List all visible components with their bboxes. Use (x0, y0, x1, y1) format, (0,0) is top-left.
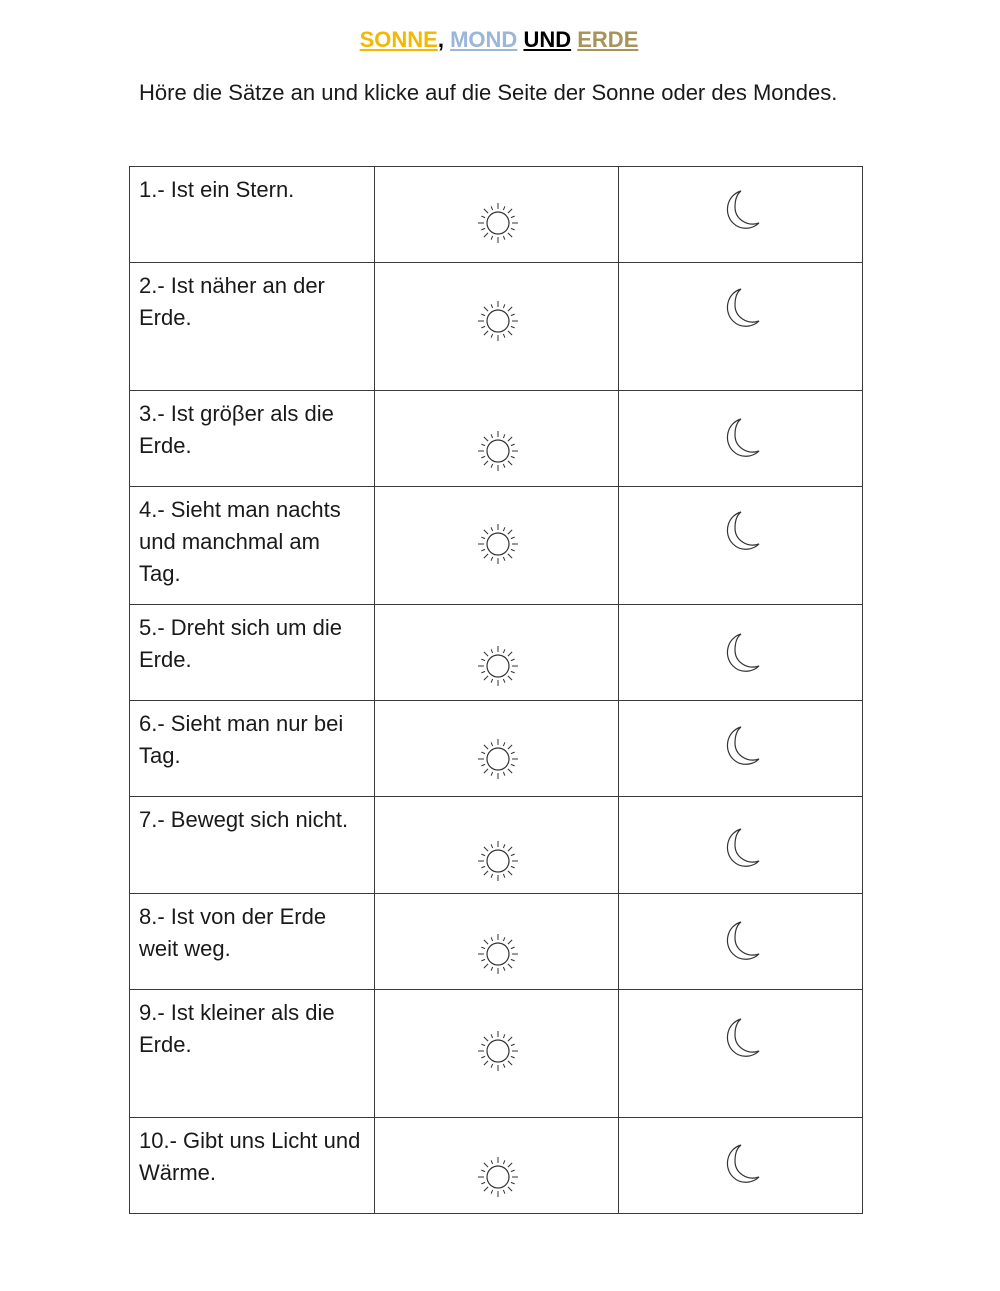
question-text: 8.- Ist von der Erde weit weg. (130, 894, 375, 990)
moon-option-cell[interactable] (619, 1118, 863, 1214)
question-text: 9.- Ist kleiner als die Erde. (130, 990, 375, 1118)
crescent-moon-icon[interactable] (719, 1015, 763, 1059)
question-text: 1.- Ist ein Stern. (130, 167, 375, 263)
table-row (130, 487, 863, 605)
moon-option-cell[interactable] (619, 487, 863, 605)
question-table (129, 166, 863, 1214)
sun-option-cell[interactable] (375, 797, 619, 894)
instructions: Höre die Sätze an und klicke auf die Seite der Sonne oder des Mondes. (139, 80, 838, 105)
sun-icon[interactable] (476, 201, 520, 245)
title-sonne: SONNE (359, 27, 438, 52)
crescent-moon-icon[interactable] (719, 630, 763, 674)
sun-icon[interactable] (476, 1155, 520, 1199)
question-text: 6.- Sieht man nur bei Tag. (130, 701, 375, 797)
table-row (130, 990, 863, 1118)
title-mond: MOND (450, 27, 518, 52)
crescent-moon-icon[interactable] (719, 508, 763, 552)
sun-icon[interactable] (476, 737, 520, 781)
title-erde: ERDE (577, 27, 639, 52)
table-row (130, 263, 863, 391)
table-row (130, 797, 863, 894)
title-comma: , (437, 27, 444, 52)
question-text: 4.- Sieht man nachts und manchmal am Tag. (130, 487, 375, 605)
moon-option-cell[interactable] (619, 263, 863, 391)
crescent-moon-icon[interactable] (719, 723, 763, 767)
crescent-moon-icon[interactable] (719, 825, 763, 869)
table-row (130, 894, 863, 990)
question-text: 10.- Gibt uns Licht und Wärme. (130, 1118, 375, 1214)
moon-option-cell[interactable] (619, 391, 863, 487)
question-text: 7.- Bewegt sich nicht. (130, 797, 375, 894)
sun-option-cell[interactable] (375, 605, 619, 701)
sun-icon[interactable] (476, 932, 520, 976)
crescent-moon-icon[interactable] (719, 415, 763, 459)
crescent-moon-icon[interactable] (719, 1141, 763, 1185)
sun-icon[interactable] (476, 522, 520, 566)
table-row (130, 605, 863, 701)
question-text: 3.- Ist gröβer als die Erde. (130, 391, 375, 487)
sun-icon[interactable] (476, 429, 520, 473)
table-row (130, 701, 863, 797)
sun-icon[interactable] (476, 1029, 520, 1073)
sun-option-cell[interactable] (375, 701, 619, 797)
sun-icon[interactable] (476, 839, 520, 883)
crescent-moon-icon[interactable] (719, 285, 763, 329)
moon-option-cell[interactable] (619, 701, 863, 797)
sun-option-cell[interactable] (375, 990, 619, 1118)
moon-option-cell[interactable] (619, 894, 863, 990)
sun-option-cell[interactable] (375, 487, 619, 605)
moon-option-cell[interactable] (619, 797, 863, 894)
crescent-moon-icon[interactable] (719, 187, 763, 231)
moon-option-cell[interactable] (619, 605, 863, 701)
moon-option-cell[interactable] (619, 990, 863, 1118)
sun-option-cell[interactable] (375, 263, 619, 391)
sun-icon[interactable] (476, 644, 520, 688)
question-text: 5.- Dreht sich um die Erde. (130, 605, 375, 701)
sun-option-cell[interactable] (375, 894, 619, 990)
moon-option-cell[interactable] (619, 167, 863, 263)
sun-icon[interactable] (476, 299, 520, 343)
sun-option-cell[interactable] (375, 1118, 619, 1214)
title-und: UND (523, 27, 572, 52)
table-row (130, 391, 863, 487)
sun-option-cell[interactable] (375, 391, 619, 487)
crescent-moon-icon[interactable] (719, 918, 763, 962)
question-text: 2.- Ist näher an der Erde. (130, 263, 375, 391)
table-row (130, 167, 863, 263)
table-row (130, 1118, 863, 1214)
sun-option-cell[interactable] (375, 167, 619, 263)
worksheet-title (0, 26, 998, 54)
